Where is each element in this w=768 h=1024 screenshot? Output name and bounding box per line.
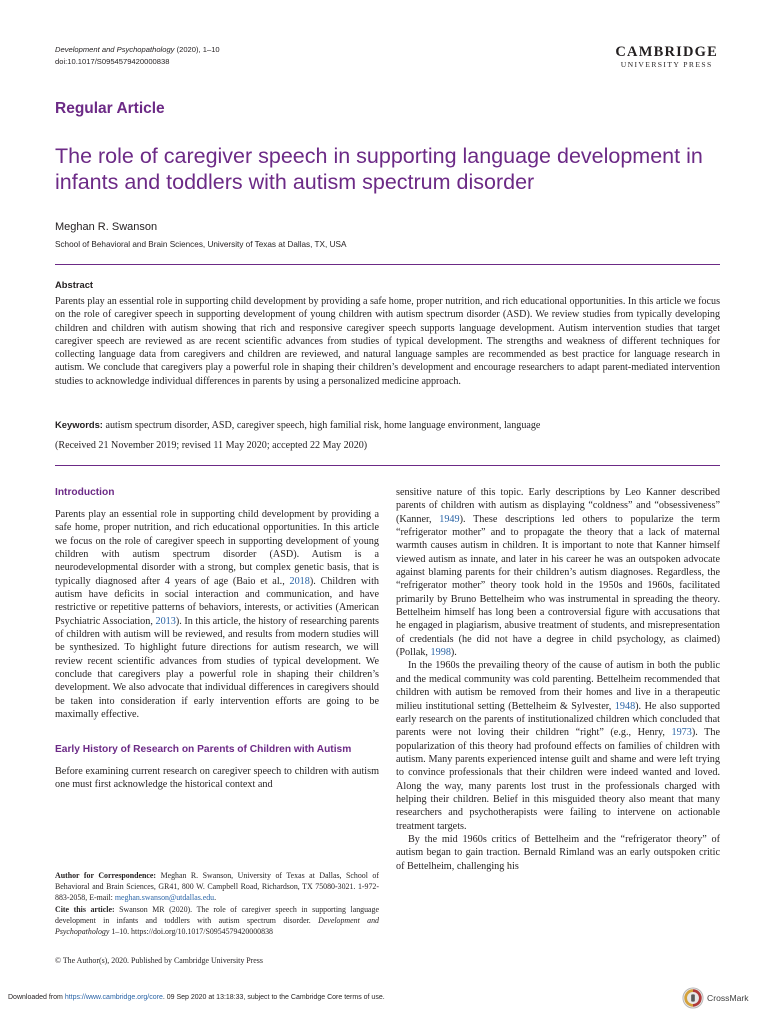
correspondence-label: Author for Correspondence: <box>55 871 157 880</box>
citation-link[interactable]: 1973 <box>671 727 692 739</box>
divider-top <box>55 264 720 265</box>
correspondence-footnote <box>55 870 379 937</box>
citation-link[interactable]: 1949 <box>439 513 460 525</box>
cambridge-core-link[interactable]: https://www.cambridge.org/core <box>64 994 163 1001</box>
email-link[interactable]: meghan.swanson@utdallas.edu <box>114 893 215 903</box>
crossmark-label: CrossMark <box>707 993 749 1003</box>
history-paragraph: Before examining current research on caregiver speech to children with autism one must first acknowledge the historical context and <box>55 765 379 790</box>
right-paragraph-3: By the mid 1960s critics of Bettelheim and the “refrigerator theory” of autism began to gain traction. Bernald Rimland was an early outspoken critic of Bettelheim, challenging his <box>396 833 720 872</box>
history-heading: Early History of Research on Parents of Children with Autism <box>55 743 352 755</box>
abstract-text: Parents play an essential role in supporting child development by providing a safe home, proper nutrition, and rich educational opportunities. In this article we focus on the role of caregiver speech in supporting development of young children with autism spectrum disorder (ASD). We review studies from typically developing children and children with autism showing that rich and responsive caregiver speech supports language development. Autism intervention studies that target caregiver speech are reviewed as are recent scientific advances from studies of typical development. The strengths and weakness of different techniques for collecting language data from caregivers and children are reviewed, and natural language samples are recommended as best practice for language research in autism. We conclude that caregivers play a powerful role in shaping their children’s development and encourage researchers to adapt parent-mediated intervention studies to acknowledge individual differences in parents by using a personalized medicine approach. <box>55 296 720 387</box>
body-column-right <box>396 486 720 873</box>
keywords-label: Keywords: <box>55 419 103 430</box>
title-line-2: infants and toddlers with autism spectrum disorder <box>55 170 535 194</box>
license-notice: © The Author(s), 2020. Published by Cambridge University Press <box>55 956 263 965</box>
author-affiliation: School of Behavioral and Brain Sciences, University of Texas at Dallas, TX, USA <box>55 240 347 249</box>
journal-year-pages: (2020), 1–10 <box>174 45 220 54</box>
cite-label: Cite this article: <box>55 904 115 914</box>
publisher-name: CAMBRIDGE <box>615 44 718 60</box>
citation-link[interactable]: 2013 <box>155 615 176 627</box>
doi[interactable]: doi:10.1017/S0954579420000838 <box>55 57 170 66</box>
intro-heading: Introduction <box>55 487 115 498</box>
journal-name: Development and Psychopathology <box>55 45 175 54</box>
keywords-list: autism spectrum disorder, ASD, caregiver speech, high familial risk, home language environment, language <box>105 420 541 431</box>
crossmark-badge[interactable] <box>682 987 749 1009</box>
intro-paragraph: Parents play an essential role in supporting child development by providing a safe home, proper nutrition, and rich educational opportunities. In this article we focus on the role of caregiver speech in supporting development of young children with autism spectrum disorder (ASD). Autism is a neurodevelopmental disorder with a strong, but complex genetic basis, that is typically diagnosed after 4 years of age (Baio et al., 2018). Children with autism have deficits in social interaction and communication, and have restrictive or repetitive patterns of behaviors, interests, or activities (American Psychiatric Association, 2013). In this article, the history of researching parents of children with autism will be reviewed, and results from modern studies will be synthesized. To highlight future directions for autism research, we will review recent scientific advances from studies of typical development. We conclude that caregivers play a powerful role in shaping their children’s development. We also advocate that individual differences in caregivers should be taken into consideration if early intervention efforts are going to be maximally effective. <box>55 509 379 721</box>
download-notice: Downloaded from https://www.cambridge.org/core. 09 Sep 2020 at 13:18:33, subject to the Cambridge Core terms of use. <box>8 994 385 1001</box>
publisher-press: UNIVERSITY PRESS <box>620 60 713 69</box>
cite-this-article: Cite this article: Swanson MR (2020). The role of caregiver speech in supporting language development in infants and toddlers with autism spectrum disorder. Development and Psychopathology 1–10. https://doi.org/10.1017/S0954579420000838 <box>55 904 379 937</box>
article-title <box>55 143 735 195</box>
crossmark-icon <box>682 987 704 1009</box>
citation-link[interactable]: 1948 <box>614 700 636 712</box>
right-paragraph-1: sensitive nature of this topic. Early descriptions by Leo Kanner described parents of children with autism as displaying “coldness” and “obsessiveness” (Kanner, 1949). These descriptions led others to popularize the term “refrigerator mother” and to propagate the theory that a lack of maternal warmth causes autism in children. It is important to note that Kanner himself viewed autism as innate, and later in his career he was an outspoken advocate against blaming parents for their children’s autism diagnoses. Regardless, the “refrigerator mother” theory took hold in the 1950s and 1960s, facilitated primarily by Bruno Bettelheim who was instrumental in spreading the theory. Bettelheim himself has long been a controversial figure with accusations that he engaged in plagiarism, abusive treatment of students, and misrepresentation of credentials (he did not have a degree in child psychology, as claimed) (Pollak, 1998). <box>396 487 721 659</box>
journal-meta <box>55 44 220 68</box>
correspondence: Author for Correspondence: Meghan R. Swanson, University of Texas at Dallas, School of Behavioral and Brain Sciences, GR41, 800 W. Campbell Road, Richardson, TX 75080-3021. 1-972-883-2058, E-mail: meghan.swanson@utdallas.edu. <box>55 871 379 903</box>
received-dates: (Received 21 November 2019; revised 11 May 2020; accepted 22 May 2020) <box>55 440 368 451</box>
citation-link[interactable]: 1998 <box>430 647 451 659</box>
abstract-heading: Abstract <box>55 279 94 290</box>
citation-link[interactable]: 2018 <box>289 575 310 587</box>
keywords <box>55 418 720 432</box>
title-line-1: The role of caregiver speech in supporting language development in <box>55 144 703 168</box>
article-section-type: Regular Article <box>55 100 165 117</box>
cambridge-logo[interactable] <box>615 45 718 70</box>
right-paragraph-2: In the 1960s the prevailing theory of the cause of autism in both the public and the medical community was cold parenting. Bettelheim recommended that children with autism be removed from their homes and live in a therapeutic milieu institutional setting (Bettelheim & Sylvester, 1948). He also supported early research on the parents of institutionalized children which concluded that parents were not loving their children “right” (e.g., Henry, 1973). The popularization of this theory had profound effects on families of children with autism. Many parents experienced intense guilt and shame and were left trying to convince professionals that their children were indeed wanted and loved. Along the way, many parents lost trust in the professionals charged with helping their children. Belief in this misguided theory also meant that many researchers and psychotherapists were failing to intervene on actionable treatment targets. <box>396 660 720 832</box>
body-column-left <box>55 486 379 791</box>
divider-bottom <box>55 465 720 466</box>
author-name: Meghan R. Swanson <box>55 221 158 233</box>
